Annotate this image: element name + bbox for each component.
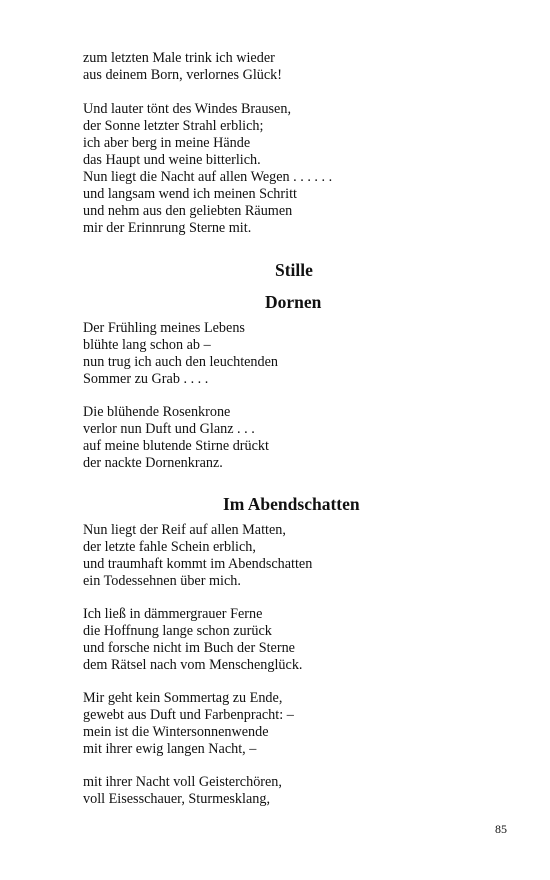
poem-line: Nun liegt die Nacht auf allen Wegen . . . . . . [83,169,333,185]
poem-line: Die blühende Rosenkrone [83,404,231,420]
poem-line: der nackte Dornenkranz. [83,455,223,471]
poem-line: das Haupt und weine bitterlich. [83,152,261,168]
poem-line: Ich ließ in dämmergrauer Ferne [83,606,263,622]
poem-line: Und lauter tönt des Windes Brausen, [83,101,291,117]
poem-line: auf meine blutende Stirne drückt [83,438,269,454]
poem-stanza [83,50,282,84]
poem-line: und langsam wend ich meinen Schritt [83,186,297,202]
poem-line: mit ihrer ewig langen Nacht, – [83,741,257,757]
poem-line: voll Eisesschauer, Sturmesklang, [83,791,270,807]
poem-stanza [83,690,294,758]
poem-line: gewebt aus Duft und Farbenpracht: – [83,707,294,723]
poem-line: aus deinem Born, verlornes Glück! [83,67,282,83]
poem-stanza [83,404,269,472]
poem-title-dornen: Dornen [265,292,322,312]
section-title-stille: Stille [275,260,313,280]
poem-line: zum letzten Male trink ich wieder [83,50,275,66]
poem-line: Sommer zu Grab . . . . [83,371,209,387]
poem-line: mein ist die Wintersonnenwende [83,724,269,740]
poem-line: der letzte fahle Schein erblich, [83,539,256,555]
poem-line: und traumhaft kommt im Abendschatten [83,556,313,572]
poem-stanza [83,320,278,388]
poem-line: ich aber berg in meine Hände [83,135,251,151]
poem-line: mir der Erinnrung Sterne mit. [83,220,252,236]
poem-line: verlor nun Duft und Glanz . . . [83,421,255,437]
poem-title-im-abendschatten: Im Abendschatten [223,494,360,514]
poem-line: ein Todessehnen über mich. [83,573,241,589]
poem-line: und forsche nicht im Buch der Sterne [83,640,295,656]
poem-line: Mir geht kein Sommertag zu Ende, [83,690,283,706]
poem-stanza [83,606,302,674]
poem-line: und nehm aus den geliebten Räumen [83,203,293,219]
page-number: 85 [495,822,507,836]
poem-line: Nun liegt der Reif auf allen Matten, [83,522,286,538]
poem-line: Der Frühling meines Lebens [83,320,245,336]
poem-line: dem Rätsel nach vom Menschenglück. [83,657,303,673]
poem-line: der Sonne letzter Strahl erblich; [83,118,264,134]
poem-line: blühte lang schon ab – [83,337,211,353]
poem-line: die Hoffnung lange schon zurück [83,623,272,639]
poem-stanza [83,522,312,590]
poem-stanza [83,774,282,808]
poem-line: mit ihrer Nacht voll Geisterchören, [83,774,282,790]
poem-line: nun trug ich auch den leuchtenden [83,354,279,370]
poem-stanza [83,101,332,237]
